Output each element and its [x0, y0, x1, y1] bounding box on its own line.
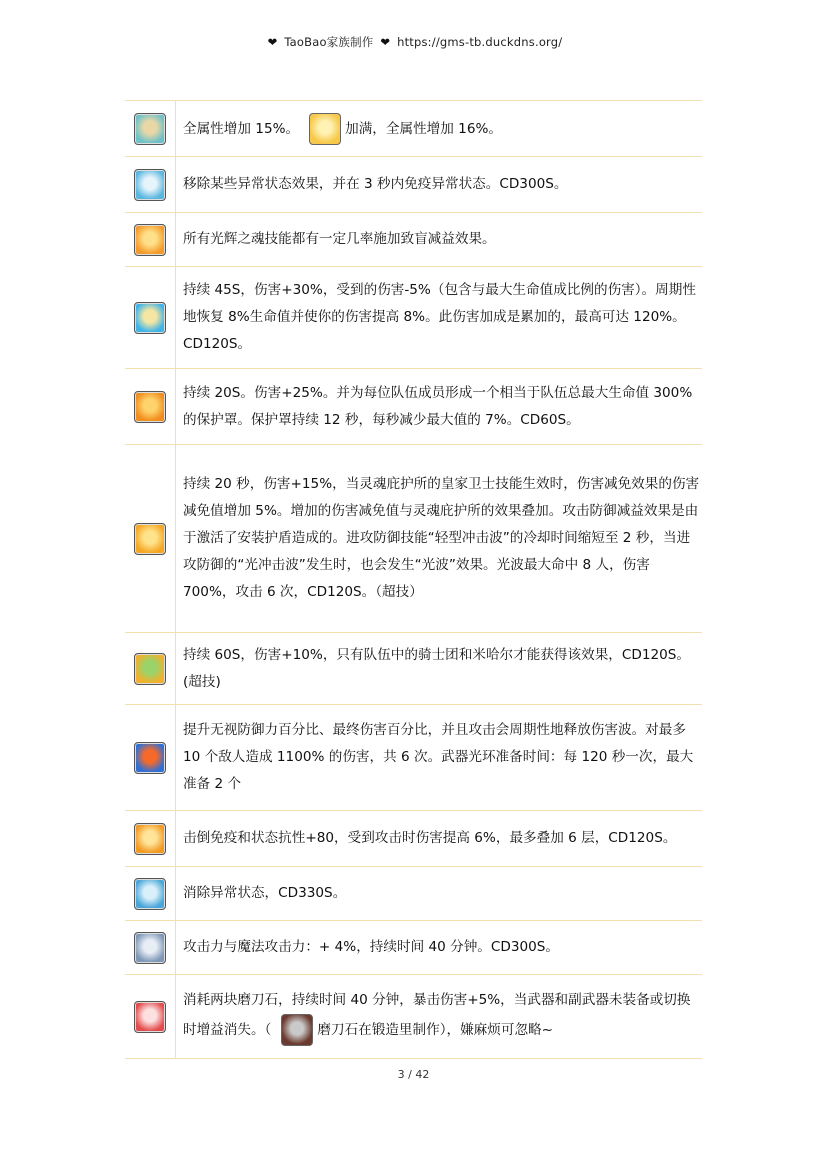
flame-orb-icon: [134, 742, 166, 774]
description-text: [183, 380, 702, 434]
description-line: 移除某些异常状态效果，并在 3 秒内免疫异常状态。CD300S。: [183, 176, 568, 192]
icon-cell: [125, 811, 176, 866]
icon-cell: [125, 921, 176, 974]
description-line: 持续 20 秒，伤害+15%，当灵魂庇护所的皇家卫士技能生效时，伤害减免效果的伤害减免值增加 5%。增加的伤害减免值与灵魂庇护所的效果叠加。攻击防御减益效果是由于激活了安装护盾造成的。进攻防御技能“轻型冲击波”的冷却时间缩短至 2 秒，当进攻防御的“光冲击波”发生时，也会发生“光波”效果。光波最大命中 8 人，伤害 700%，攻击 6 次，CD120S。（超技）: [183, 476, 700, 600]
description-part-2: 磨刀石在锻造里制作），嫌麻烦可忽略~: [317, 1022, 554, 1038]
description-part-2: 加满，全属性增加 16%。: [345, 120, 502, 137]
description-line: 攻击力与魔法攻击力：+ 4%，持续时间 40 分钟。CD300S。: [183, 939, 560, 955]
page-footer: [0, 1068, 827, 1081]
golden-emblem-icon: [134, 391, 166, 423]
page-separator: /: [408, 1068, 412, 1081]
icon-cell: [125, 445, 176, 632]
description-line: 所有光辉之魂技能都有一定几率施加致盲减益效果。: [183, 231, 496, 247]
golden-burst-icon: [309, 113, 341, 145]
skill-row: [125, 369, 702, 445]
description-line: 消除异常状态，CD330S。: [183, 885, 347, 901]
description-cell: [176, 811, 702, 866]
description-cell: [176, 633, 702, 704]
description-cell: [176, 267, 702, 368]
description-cell: [176, 867, 702, 920]
description-text: [183, 277, 702, 358]
description-text: [183, 642, 702, 696]
skill-row: [125, 267, 702, 369]
icon-cell: [125, 213, 176, 266]
page-total: 42: [415, 1068, 430, 1081]
description-text: [183, 934, 559, 961]
description-text: [183, 880, 346, 907]
description-part-1: 全属性增加 15%。: [183, 120, 300, 137]
description-line: 持续 45S，伤害+30%，受到的伤害-5%（包含与最大生命值成比例的伤害）。周期性地恢复 8%生命值并使你的伤害提高 8%。此伤害加成是累加的，最高可达 120%。CD120S。: [183, 282, 696, 352]
skill-row: [125, 101, 702, 157]
silver-crest-icon: [134, 932, 166, 964]
description-text: [183, 113, 502, 145]
golden-armor-icon: [134, 523, 166, 555]
icon-cell: [125, 633, 176, 704]
description-cell: [176, 157, 702, 212]
description-cell: [176, 705, 702, 810]
description-line: 持续 20S。伤害+25%。并为每位队伍成员形成一个相当于队伍总最大生命值 300%的保护罩。保护罩持续 12 秒，每秒减少最大值的 7%。CD60S。: [183, 384, 693, 428]
description-cell: [176, 213, 702, 266]
whetstone-icon: [281, 1014, 313, 1046]
description-cell: [176, 975, 702, 1058]
description-text: [183, 987, 702, 1046]
page-number: 3: [397, 1068, 405, 1081]
skill-row: [125, 975, 702, 1059]
description-cell: [176, 369, 702, 444]
description-text: [183, 825, 676, 852]
skill-row: [125, 867, 702, 921]
description-cell: [176, 921, 702, 974]
skill-row: [125, 811, 702, 867]
page-header: [0, 34, 827, 50]
icon-cell: [125, 369, 176, 444]
goddess-statue-icon: [134, 113, 166, 145]
description-line: 提升无视防御力百分比、最终伤害百分比，并且攻击会周期性地释放伤害波。对最多 10 个敌人造成 1100% 的伤害，共 6 次。武器光环准备时间：每 120 秒一次，最大准备 2 个: [183, 722, 694, 792]
skill-row: [125, 921, 702, 975]
description-text: [183, 171, 567, 198]
skill-row: [125, 445, 702, 633]
skill-row: [125, 157, 702, 213]
blue-crystal-icon: [134, 878, 166, 910]
description-text: [183, 471, 702, 606]
description-line: 持续 60S，伤害+10%，只有队伍中的骑士团和米哈尔才能获得该效果，CD120S。(超技): [183, 646, 691, 690]
icon-cell: [125, 267, 176, 368]
header-url[interactable]: https://gms-tb.duckdns.org/: [397, 35, 563, 49]
description-line: 击倒免疫和状态抗性+80，受到攻击时伤害提高 6%，最多叠加 6 层，CD120S。: [183, 830, 677, 846]
green-gem-icon: [134, 653, 166, 685]
golden-crown-icon: [134, 823, 166, 855]
header-title: TaoBao家族制作: [284, 35, 374, 49]
icon-cell: [125, 101, 176, 156]
description-text: [183, 226, 496, 253]
radiant-wings-icon: [134, 224, 166, 256]
glowing-figure-icon: [134, 302, 166, 334]
red-cross-icon: [134, 1001, 166, 1033]
holy-figure-icon: [134, 169, 166, 201]
skill-row: [125, 705, 702, 811]
description-part-1: 消耗两块磨刀石，持续时间 40 分钟，暴击伤害+5%，当武器和副武器未装备或切换时增益消失。（: [183, 992, 691, 1038]
icon-cell: [125, 867, 176, 920]
icon-cell: [125, 705, 176, 810]
skill-row: [125, 213, 702, 267]
heart-icon: ❤: [267, 35, 278, 49]
description-cell: [176, 445, 702, 632]
icon-cell: [125, 157, 176, 212]
icon-cell: [125, 975, 176, 1058]
skill-table: [125, 100, 702, 1059]
skill-row: [125, 633, 702, 705]
description-cell: [176, 101, 702, 156]
description-text: [183, 717, 702, 798]
heart-icon-2: ❤: [380, 35, 391, 49]
